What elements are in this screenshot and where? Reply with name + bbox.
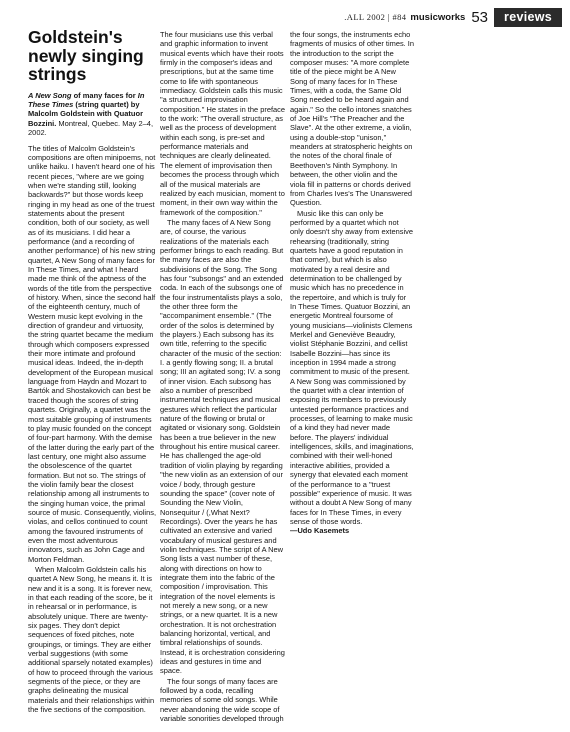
- intro-work-title: A New Song: [28, 90, 72, 100]
- paragraph-continued: the four songs, the instruments echo fragments of musics of other times. In the introduction to the script the composer muses: "A more complete title of the piece might be A New Song of many faces for In These Times, with a coda, the Same Old Song needed to be heard again and again." So the cello intones snatches of Joe Hill's "The Preacher and the Slave". At the other extreme, a violin, using a double-stop "unison," meanders at stratospheric heights on the notes of the choral finale of Beethoven's Ninth Symphony. In between, the other violin and the viola fill in patterns or chords derived from Charles Ives's The Unanswered Question.: [290, 30, 415, 208]
- article-title: Goldstein's newly singing strings: [28, 27, 144, 84]
- column-3: [290, 30, 414, 537]
- page-header: [326, 8, 562, 26]
- intro-text-2: (string quartet) by Malcolm Goldstein with Quatuor Bozzini.: [28, 99, 144, 128]
- article-intro: [28, 91, 156, 138]
- paragraph-continued: The four musicians use this verbal and graphic information to invent musical events which have their roots firmly in the composer's ideas and prescriptions, but at the same time come to life with spontaneous immediacy. Goldstein calls this music "a structured improvisation composition." He states in the preface to the work: "The overall structure, as well as the process of development within each song, is pre-set and performance materials and techniques are clearly delineated. The element of improvisation then becomes the process through which all of the musical materials are realized by each musician, moment to moment, in their own way within the framework of the composition.": [160, 30, 286, 217]
- paragraph: Music like this can only be performed by a quartet which not only doesn't shy away from extensive rehearsing (traditionally, string quartets have a good reputation in that corner), but which is also motivated by a real desire and determination to be challenged by music which has no precedence in the repertoire, and which is truly for In These Times. Quatuor Bozzini, an energetic Montreal foursome of young musicians—violinists Clemens Merkel and Geneviève Beaudry, violist Stéphanie Bozzini, and cellist Isabelle Bozzini—has since its inception in 1994 made a strong commitment to music of the present. A New Song was commissioned by the quartet with a clear intention of exposing its members to previously untested performance practices and processes, of learning to make music of a kind they had never made before. The players' individual intelligences, skills, and imaginations, combined with their well-honed interactive abilities, provided a synergy that elevated each moment of the performance to a "truest possible" experience of music. It was without a doubt A New Song of many faces for In These Times, in every sense of those words. —Udo Kasemets: [290, 208, 414, 536]
- paragraph: When Malcolm Goldstein calls his quartet A New Song, he means it. It is new and it is a song. It is forever new, in that each reading of the score, be it in rehearsal or in performance, is absolutely unique. There are twenty-six pages. They don't depict sequences of fixed pitches, note groupings, or timings. They are either verbal suggestions (with some additional sparsely notated examples) of how to proceed through the various segments of the piece, or they are graphs delineating the musical materials and their relationships within the five sections of the composition.: [28, 565, 155, 715]
- paragraph: The four songs of many faces are followed by a coda, recalling memories of some old songs. While never abandoning the wide scope of variable sonorities developed through: [160, 676, 284, 724]
- issue-label: .ALL 2002 | #84: [344, 12, 407, 22]
- intro-text-1: of many faces for: [71, 90, 138, 100]
- intro-venue: Montreal, Quebec. May 2–4, 2002.: [28, 118, 154, 138]
- column-1: [28, 28, 156, 716]
- section-tab: reviews: [494, 8, 562, 27]
- intro-work-title-2: In These Times: [28, 90, 145, 109]
- author-byline: —Udo Kasemets: [290, 526, 350, 536]
- paragraph: The many faces of A New Song are, of course, the various realizations of the materials each performer brings to each reading. But the many faces are also the subdivisions of the Song. The Song has four "subsongs" and an extended coda. In each of the subsongs one of the four instrumentalists plays a solo, the other three form the "accompaniment ensemble." (The order of the solos is determined by the players.) Each subsong has its own title, referring to the specific character of the music of the section: I. a gently flowing song; II. a brutal song; III an agitated song; IV. a song of inner vision. Each subsong has also a number of prescribed instrumental techniques and musical gestures which reflect the particular nature of the flowing or brutal or agitated or visionary song. Goldstein has been a true believer in the new throughout his entire musical career. He has challenged the age-old tradition of violin playing by regarding "the new violin as an extension of our voice / body, through gesture sounding the space" (cover note of Sounding the New Violin, Nonsequitur / (,What Next? Recordings). Over the years he has cultivated an extensive and varied vocabulary of musical gestures and violin techniques. The script of A New Song lists a vast number of these, along with directions on how to integrate them into the fabric of the composition / improvisation. This integration of the novel elements is not merely a new song, or a new strings, or a new quartet. It is a new orchestration. It is not orchestration balancing horizontal, vertical, and timbral relationships of sounds. Instead, it is orchestration considering ideas and gestures in time and space.: [160, 217, 285, 676]
- page-number: 53: [471, 8, 489, 26]
- magazine-name: musicworks: [410, 11, 466, 23]
- paragraph: The titles of Malcolm Goldstein's compositions are often minipoems, not unlike haiku. I haven't heard one of his recent pieces, "where are we going when we're standing still, looking backwards?" but those words keep ringing in my head as one of the truest statements about the present condition, both of our society, as well as of its musicians. I did hear a performance (and a recording of another performance) of his new string quartet, A New Song of many faces for In These Times, and what I heard made me think of the aptness of the words of the title from the perspective of history. When, since the second half of the eighteenth century, much of Western music kept evolving in the direction of grandeur and virtuosity, the string quartet became the medium through which composers expressed their more intimate and profound musical ideas. Indeed, the in-depth development of the European musical language from Haydn and Mozart to Bartók and Shostakovich can best be traced though the scores of string quartets. Originally, a quartet was the most suitable grouping of instruments to play music founded on the concept of four-part harmony. With the demise of the latter during the early part of the last century, one might also assume the obsolescence of the quartet formation. But not so. The strings of the violin family bear the closest relationship among all instruments to the singing human voice, the primal source of music. Consequently, violins, violas, and cellos continued to count among the favoured instruments of even the most adventurous innovators, such as John Cage and Morton Feldman.: [28, 143, 157, 564]
- column-2: [160, 30, 285, 724]
